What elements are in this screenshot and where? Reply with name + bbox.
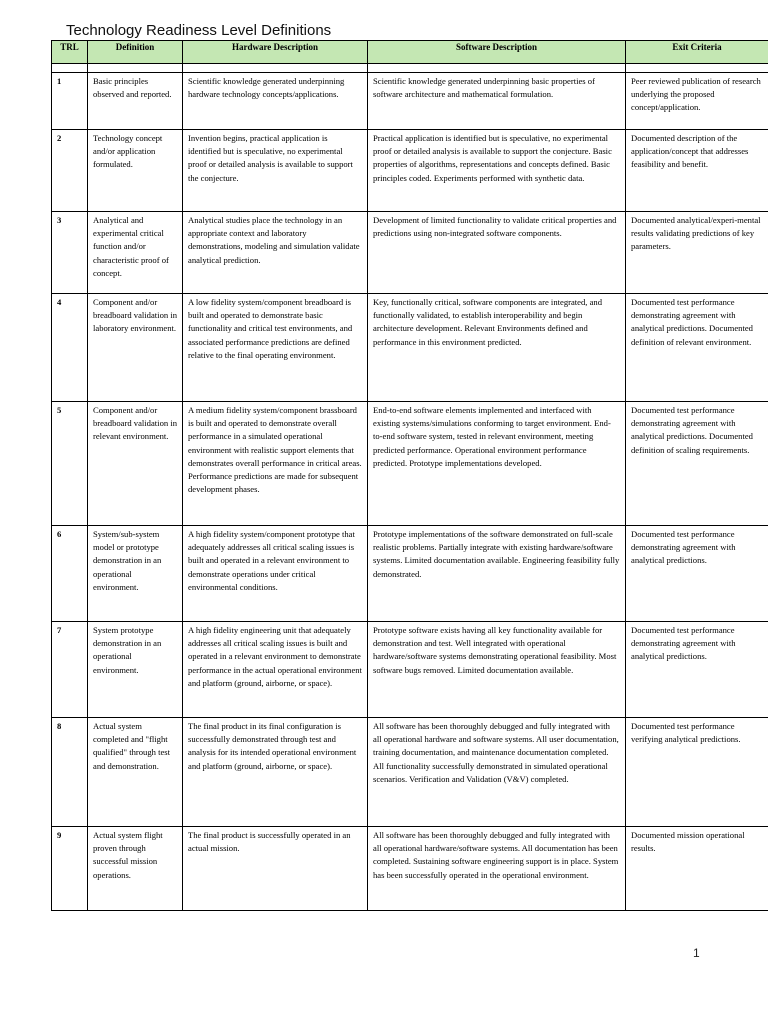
software-cell: Practical application is identified but is speculative, no experimental proof or detailed analysis is available to support the conjecture. Basic properties of algorithms, representations and concepts defined. Basic principles coded. Experiments performed with synthetic data. <box>368 130 626 212</box>
hardware-cell: A low fidelity system/component breadboard is built and operated to demonstrate basic functionality and critical test environments, and associated performance predictions are defined relative to the final operating environment. <box>183 294 368 402</box>
trl-level: 9 <box>52 827 88 911</box>
exit-criteria-cell: Documented mission operational results. <box>626 827 768 911</box>
trl-level: 3 <box>52 212 88 294</box>
definition-cell: Basic principles observed and reported. <box>88 73 183 130</box>
definition-cell: Technology concept and/or application formulated. <box>88 130 183 212</box>
definition-cell: Component and/or breadboard validation in relevant environment. <box>88 402 183 526</box>
definition-cell: System prototype demonstration in an operational environment. <box>88 622 183 718</box>
trl-level: 5 <box>52 402 88 526</box>
definition-cell: System/sub-system model or prototype demonstration in an operational environment. <box>88 526 183 622</box>
header-exit-criteria: Exit Criteria <box>626 41 768 64</box>
table-row <box>52 622 768 718</box>
definition-cell: Actual system completed and "flight qualified" through test and demonstration. <box>88 718 183 827</box>
exit-criteria-cell: Documented test performance verifying analytical predictions. <box>626 718 768 827</box>
software-cell: End-to-end software elements implemented and interfaced with existing systems/simulations conforming to target environment. End-to-end software system, tested in relevant environment, meeting predicted performance. Operational environment performance predicted. Prototype implementations developed. <box>368 402 626 526</box>
software-cell: Development of limited functionality to validate critical properties and predictions using non-integrated software components. <box>368 212 626 294</box>
definition-cell: Actual system flight proven through successful mission operations. <box>88 827 183 911</box>
software-cell: All software has been thoroughly debugged and fully integrated with all operational hardware/software systems. All documentation has been completed. Sustaining software engineering support is in place. System has been successfully operated in the operational environment. <box>368 827 626 911</box>
trl-level: 6 <box>52 526 88 622</box>
trl-level: 8 <box>52 718 88 827</box>
hardware-cell: A high fidelity system/component prototype that adequately addresses all critical scaling issues is built and operated in a relevant environment to demonstrate operations under critical environmental conditions. <box>183 526 368 622</box>
trl-level: 2 <box>52 130 88 212</box>
table-row <box>52 294 768 402</box>
table-row <box>52 718 768 827</box>
software-cell: All software has been thoroughly debugged and fully integrated with all operational hardware and software systems. All user documentation, training documentation, and maintenance documentation completed. All functionality successfully demonstrated in simulated operational scenarios. Verification and Validation (V&V) completed. <box>368 718 626 827</box>
software-cell: Key, functionally critical, software components are integrated, and functionally validated, to establish interoperability and begin architecture development. Relevant Environments defined and performance in this environment predicted. <box>368 294 626 402</box>
header-hardware-description: Hardware Description <box>183 41 368 64</box>
exit-criteria-cell: Documented test performance demonstrating agreement with analytical predictions. <box>626 526 768 622</box>
header-spacer <box>52 64 768 73</box>
table-row <box>52 73 768 130</box>
hardware-cell: The final product in its final configuration is successfully demonstrated through test and analysis for its intended operational environment and platform (ground, airborne, or space). <box>183 718 368 827</box>
hardware-cell: A high fidelity engineering unit that adequately addresses all critical scaling issues is built and operated in a relevant environment to demonstrate performance in the actual operational environment and platform (ground, airborne, or space). <box>183 622 368 718</box>
hardware-cell: The final product is successfully operated in an actual mission. <box>183 827 368 911</box>
table-row <box>52 130 768 212</box>
header-software-description: Software Description <box>368 41 626 64</box>
header-trl: TRL <box>52 41 88 64</box>
exit-criteria-cell: Documented test performance demonstrating agreement with analytical predictions. Documented definition of scaling requirements. <box>626 402 768 526</box>
hardware-cell: A medium fidelity system/component brassboard is built and operated to demonstrate overall performance in a simulated operational environment with realistic support elements that demonstrates overall performance in critical areas. Performance predictions are made for subsequent development phases. <box>183 402 368 526</box>
exit-criteria-cell: Peer reviewed publication of research underlying the proposed concept/application. <box>626 73 768 130</box>
software-cell: Prototype software exists having all key functionality available for demonstration and test. Well integrated with operational hardware/software systems demonstrating operational feasibility. Most software bugs removed. Limited documentation available. <box>368 622 626 718</box>
trl-level: 1 <box>52 73 88 130</box>
exit-criteria-cell: Documented test performance demonstrating agreement with analytical predictions. <box>626 622 768 718</box>
exit-criteria-cell: Documented analytical/experi-mental results validating predictions of key parameters. <box>626 212 768 294</box>
document-title: Technology Readiness Level Definitions <box>66 22 332 39</box>
hardware-cell: Scientific knowledge generated underpinning hardware technology concepts/applications. <box>183 73 368 130</box>
trl-level: 4 <box>52 294 88 402</box>
table-header-row <box>52 41 768 64</box>
table-row <box>52 526 768 622</box>
page-number: 1 <box>693 946 700 960</box>
table-row <box>52 402 768 526</box>
table-row <box>52 212 768 294</box>
definition-cell: Analytical and experimental critical function and/or characteristic proof of concept. <box>88 212 183 294</box>
software-cell: Prototype implementations of the software demonstrated on full-scale realistic problems. Partially integrate with existing hardware/software systems. Limited documentation available. Engineering feasibility fully demonstrated. <box>368 526 626 622</box>
trl-table <box>51 40 768 911</box>
hardware-cell: Invention begins, practical application is identified but is speculative, no experimental proof or detailed analysis is available to support the conjecture. <box>183 130 368 212</box>
exit-criteria-cell: Documented test performance demonstrating agreement with analytical predictions. Documented definition of relevant environment. <box>626 294 768 402</box>
table-row <box>52 827 768 911</box>
software-cell: Scientific knowledge generated underpinning basic properties of software architecture and mathematical formulation. <box>368 73 626 130</box>
exit-criteria-cell: Documented description of the application/concept that addresses feasibility and benefit. <box>626 130 768 212</box>
header-definition: Definition <box>88 41 183 64</box>
trl-level: 7 <box>52 622 88 718</box>
definition-cell: Component and/or breadboard validation in laboratory environment. <box>88 294 183 402</box>
hardware-cell: Analytical studies place the technology in an appropriate context and laboratory demonstrations, modeling and simulation validate analytical prediction. <box>183 212 368 294</box>
